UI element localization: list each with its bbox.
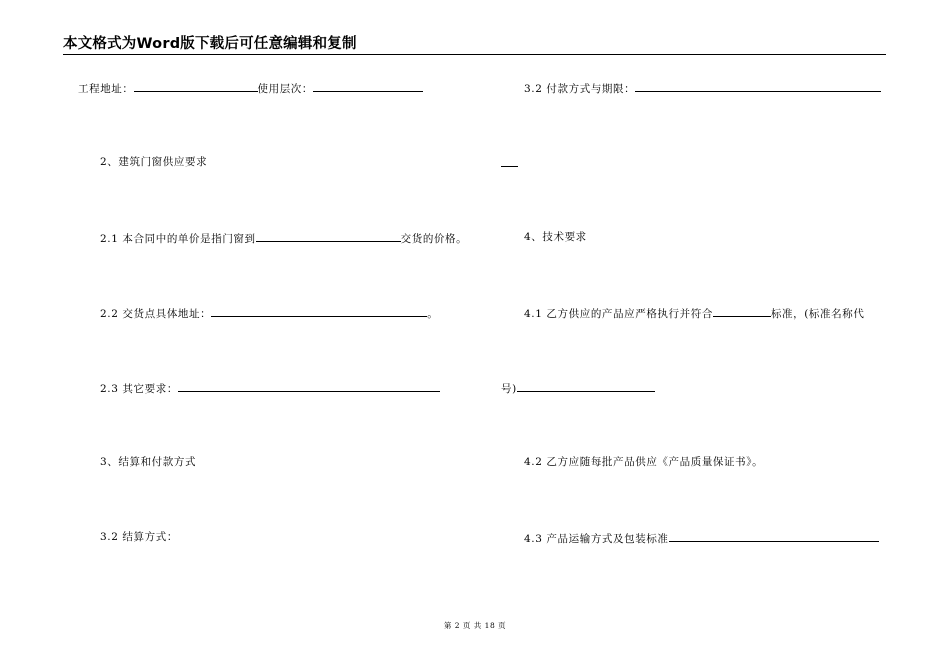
clause-2-2 <box>100 305 438 321</box>
standard-blank[interactable] <box>713 305 771 317</box>
clause-2-1-suffix: 交货的价格。 <box>400 233 468 245</box>
clause-4-3-text: 4.3 产品运输方式及包装标准 <box>524 533 669 545</box>
clause-4-1-text: 4.1 乙方供应的产品应严格执行并符合 <box>524 308 713 320</box>
clause-2-3-text: 2.3 其它要求： <box>100 383 178 395</box>
clause-4-1-continuation <box>501 380 655 396</box>
clause-4-2-text: 4.2 乙方应随每批产品供应《产品质量保证书》。 <box>524 456 764 468</box>
project-address-label: 工程地址： <box>78 83 134 95</box>
transport-packaging-blank[interactable] <box>669 530 879 542</box>
section-2-heading <box>100 155 207 169</box>
section-4-text: 4、技术要求 <box>524 231 587 243</box>
usage-floor-label: 使用层次： <box>257 83 313 95</box>
clause-4-3 <box>524 530 879 546</box>
clause-3-2-payment <box>524 80 881 96</box>
clause-2-2-suffix: 。 <box>427 308 439 320</box>
clause-4-1-suffix: 标准，(标准名称代 <box>770 308 865 320</box>
payment-continuation-blank[interactable] <box>501 155 518 167</box>
section-3-heading <box>100 455 196 469</box>
project-address-blank[interactable] <box>134 80 258 92</box>
other-requirements-blank[interactable] <box>178 380 440 392</box>
clause-4-2 <box>524 455 763 469</box>
clause-2-1 <box>100 230 467 246</box>
payment-continuation-line <box>501 155 518 171</box>
delivery-place-blank[interactable] <box>256 230 401 242</box>
page-number: 第 2 页 共 18 页 <box>443 621 507 630</box>
clause-3-2-settlement-text: 3.2 结算方式： <box>100 531 178 543</box>
clause-3-2-settlement <box>100 530 178 544</box>
project-address-line <box>78 80 423 96</box>
section-4-heading <box>524 230 587 244</box>
delivery-address-blank[interactable] <box>211 305 427 317</box>
clause-2-2-text: 2.2 交货点具体地址： <box>100 308 212 320</box>
clause-4-1 <box>524 305 864 321</box>
header-title: 本文格式为Word版下载后可任意编辑和复制 <box>63 36 357 52</box>
page-footer <box>0 621 950 631</box>
clause-2-1-text: 2.1 本合同中的单价是指门窗到 <box>100 233 256 245</box>
usage-floor-blank[interactable] <box>313 80 423 92</box>
clause-4-1-continuation-text: 号) <box>501 383 517 395</box>
section-3-text: 3、结算和付款方式 <box>100 456 197 468</box>
section-2-text: 2、建筑门窗供应要求 <box>100 156 208 168</box>
standard-code-blank[interactable] <box>517 380 655 392</box>
document-header <box>63 34 886 55</box>
clause-3-2-payment-text: 3.2 付款方式与期限： <box>524 83 636 95</box>
clause-2-3 <box>100 380 440 396</box>
payment-terms-blank[interactable] <box>635 80 881 92</box>
